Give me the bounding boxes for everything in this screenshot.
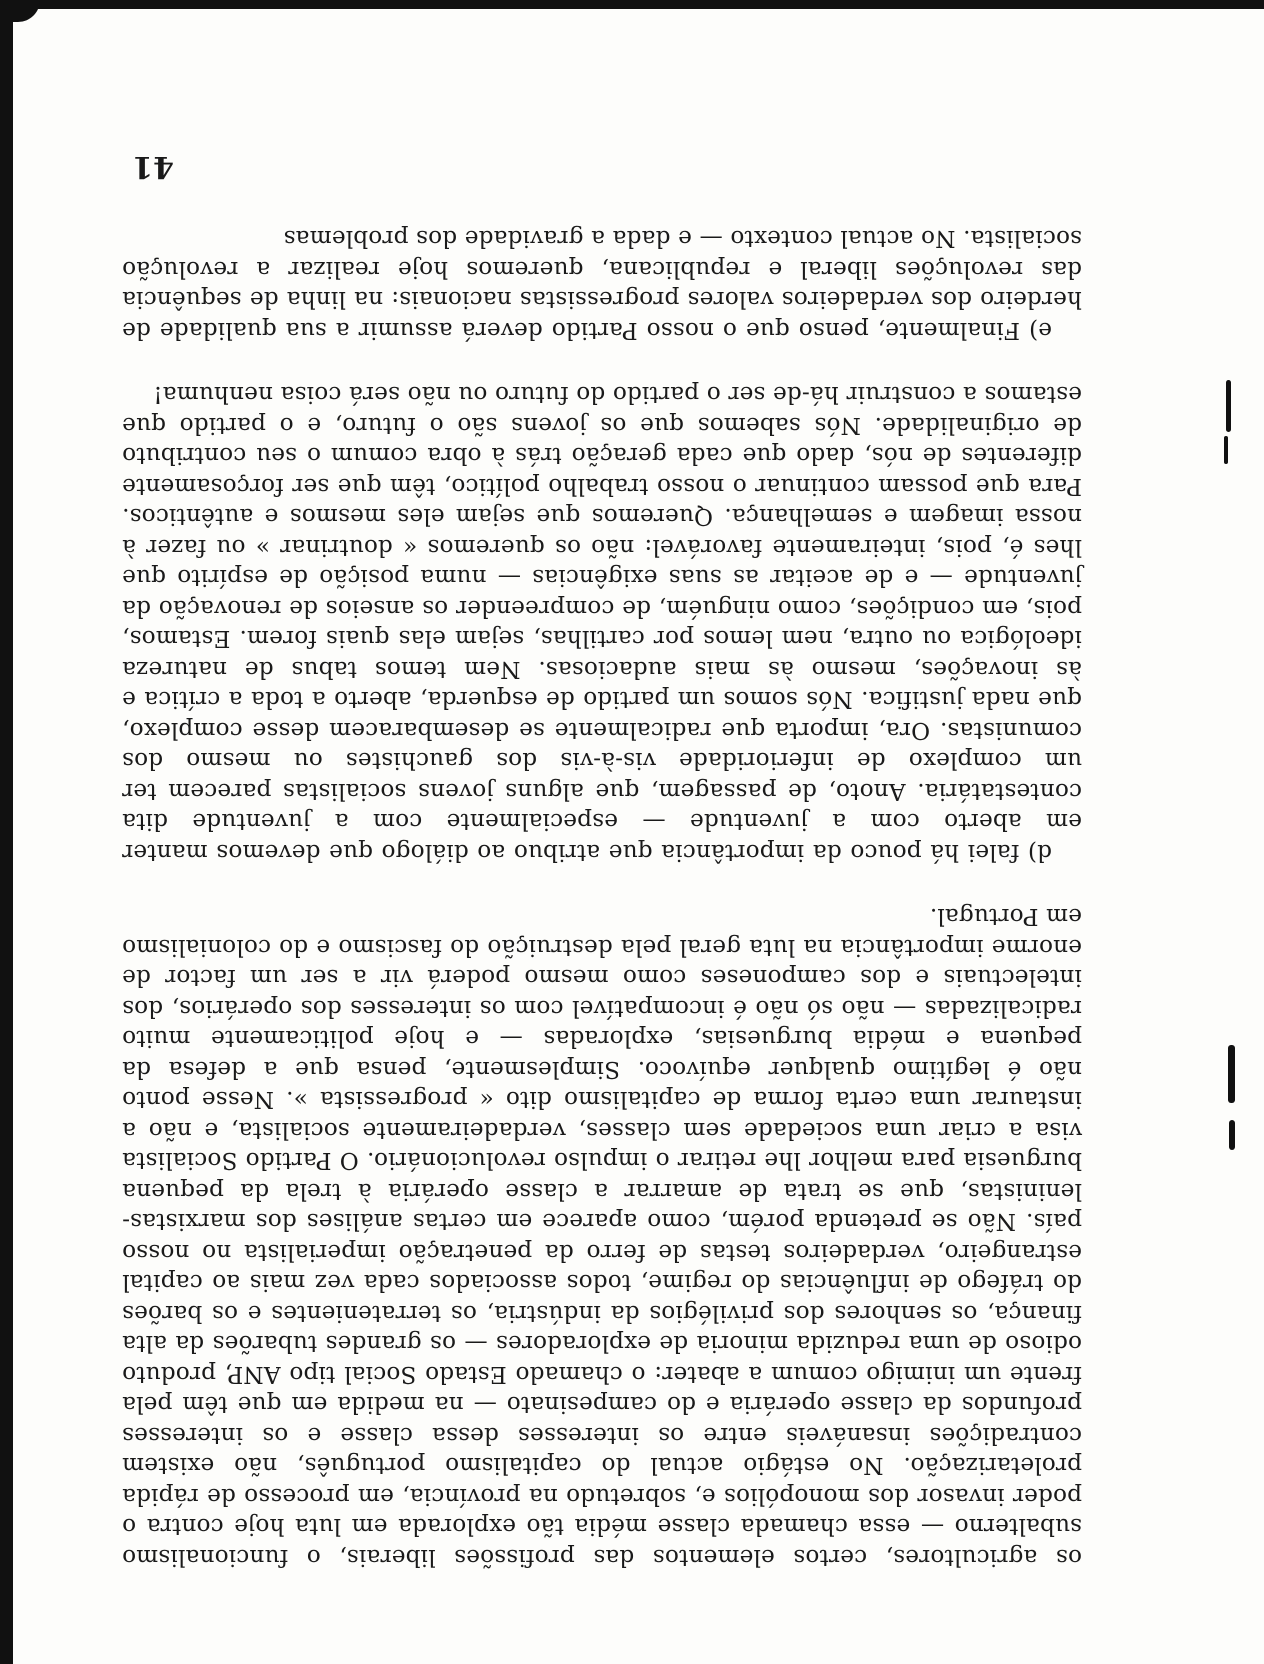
margin-mark xyxy=(1224,436,1228,464)
paragraph-1: os agricultores, certos elementos das profissões liberais, o funcionalismo subalterno — essa chamada classe média tão explorada em luta hoje contra o poder invasor dos monopólios e, sobretudo na província, em processo de rápida proletarização. No estágio actual do capitalismo português, não existem contradições insanáveis entre os interesses dessa classe e os interesses profundos da classe operária e do campesinato — na medida em que têm pela frente um inimigo comum a abater: o chamado Estado Social tipo ANP, produto odioso de uma reduzida minoria de exploradores — os grandes tubarões da alta finança, os senhores dos privilégios da indústria, os terratenientes e os barões do tráfego de influências do regime, todos associados cada vez mais ao capital estrangeiro, verdadeiros testas de ferro da penetração imperialista no nosso país. Não se pretenda porém, como aparece em certas análises dos marxistas-leninistas, que se trata de amarrar a classe operária à trela da pequena burguesia para melhor lhe retirar o impulso revolucionário. O Partido Socialista visa a criar uma sociedade sem classes, verdadeiramente socialista, e não a instaurar uma certa forma de capitalismo dito « progressista ». Nesse ponto não é legítimo qualquer equívoco. Simplesmente, pensa que a defesa da pequena e média burguesias, exploradas — e hoje politicamente muito radicalizadas — não só não é incompatível com os interesses dos operários, dos intelectuais e dos camponeses como mesmo poderá vir a ser um factor de enorme importância na luta geral pela destruição do fascismo e do colonialismo em Portugal. xyxy=(122,903,1082,1571)
margin-mark xyxy=(1229,1120,1235,1150)
paragraph-3: e) Finalmente, penso que o nosso Partido deverá assumir a sua qualidade de herdeiro dos verdadeiros valores progressistas nacionais: na linha de sequência das revoluções liberal e republicana, queremos hoje realizar a revolução socialista. No actual contexto — e dada a gravidade dos problemas xyxy=(122,225,1082,344)
margin-mark xyxy=(1226,380,1231,432)
page-number: 41 xyxy=(132,149,174,184)
margin-mark xyxy=(1228,1045,1235,1103)
paragraph-2: d) falei há pouco da importância que atribuo ao diálogo que devemos manter em aberto com a juventude — especialmente com a juventude dita contestatária. Anoto, de passagem, que alguns jovens socialistas parecem ter um complexo de inferioridade vis-à-vis dos gauchistes ou mesmo dos comunistas. Ora, importa que radicalmente se desembaracem desse complexo, que nada justifica. Nós somos um partido de esquerda, aberto a toda a crítica e às inovações, mesmo às mais audaciosas. Nem temos tabus de natureza ideológica ou outra, nem lemos por cartilhas, sejam elas quais forem. Estamos, pois, em condições, como ninguém, de compreender os anseios de renovação da juventude — e de aceitar as suas exigências — numa posição de espírito que lhes é, pois, inteiramente favorável: não os queremos « doutrinar » ou fazer à nossa imagem e semelhança. Queremos que sejam eles mesmos e autênticos. Para que possam continuar o nosso trabalho político, têm que ser forçosamente diferentes de nós, dado que cada geração trás à obra comum o seu contributo de originalidade. Nós sabemos que os jovens são o futuro, e o partido que estamos a construir há-de ser o partido do futuro ou não será coisa nenhuma! xyxy=(122,381,1082,866)
